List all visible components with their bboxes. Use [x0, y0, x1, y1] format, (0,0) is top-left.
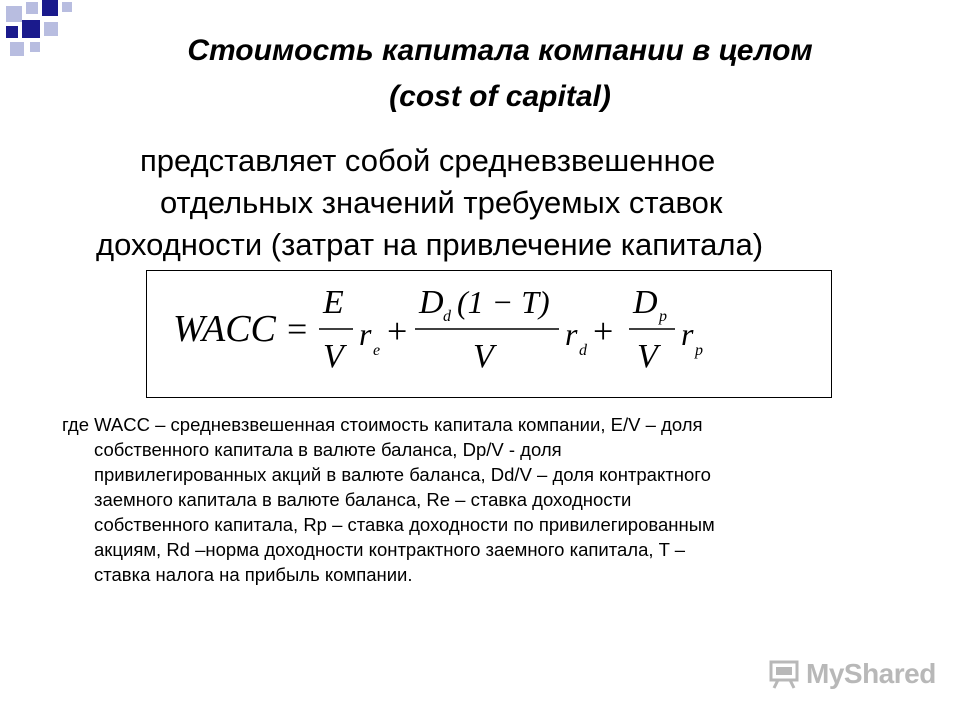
formula-plus-1: +: [387, 311, 408, 351]
term1-numerator: E: [323, 284, 344, 321]
term1-rate-sub: e: [373, 342, 381, 359]
term3-denominator: V: [637, 338, 658, 375]
term3-rate: r: [681, 316, 694, 352]
formula-plus-2: +: [593, 311, 614, 351]
term3-num-d: D: [633, 284, 658, 321]
term1-rate: r: [359, 316, 372, 352]
description-line-1: где WACC – средневзвешенная стоимость капитала компании, E/V – доля: [62, 414, 703, 435]
wacc-formula: [146, 270, 832, 398]
title-line-1: Стоимость капитала компании в целом: [187, 34, 813, 67]
lead-line-3: доходности (затрат на привлечение капитала): [96, 227, 764, 262]
watermark-text: MyShared: [806, 658, 936, 689]
lead-line-1: представляет собой средневзвешенное: [140, 143, 716, 178]
formula-lhs: WACC: [173, 308, 276, 350]
title-line-2: (cost of capital): [389, 80, 611, 113]
description-line-7: ставка налога на прибыль компании.: [94, 564, 413, 585]
description-line-6: акциям, Rd –норма доходности контрактного заемного капитала, T –: [94, 539, 686, 560]
presentation-board-icon: [768, 659, 802, 689]
term2-rate: r: [565, 316, 578, 352]
term2-rate-sub: d: [579, 342, 587, 359]
formula-equals: =: [287, 309, 308, 349]
lead-line-2: отдельных значений требуемых ставок: [160, 185, 723, 220]
term2-denominator: V: [473, 338, 494, 375]
term3-num-sub: p: [659, 308, 667, 325]
description-line-3: привилегированных акций в валюте баланса, Dd/V – доля контрактного: [94, 464, 711, 485]
description-line-4: заемного капитала в валюте баланса, Re – ставка доходности: [94, 489, 632, 510]
term2-num-d: D: [419, 284, 444, 321]
term3-rate-sub: p: [695, 342, 703, 359]
description-line-2: собственного капитала в валюте баланса, Dp/V - доля: [94, 439, 562, 460]
term1-denominator: V: [323, 338, 344, 375]
term2-num-sub: d: [443, 308, 451, 325]
description-line-5: собственного капитала, Rp – ставка доходности по привилегированным: [94, 514, 715, 535]
slide-title: [40, 28, 960, 120]
description-paragraph: [62, 412, 912, 587]
watermark-logo: [768, 656, 936, 692]
lead-paragraph: [60, 140, 940, 266]
term2-num-rest: (1 − T): [457, 284, 550, 320]
